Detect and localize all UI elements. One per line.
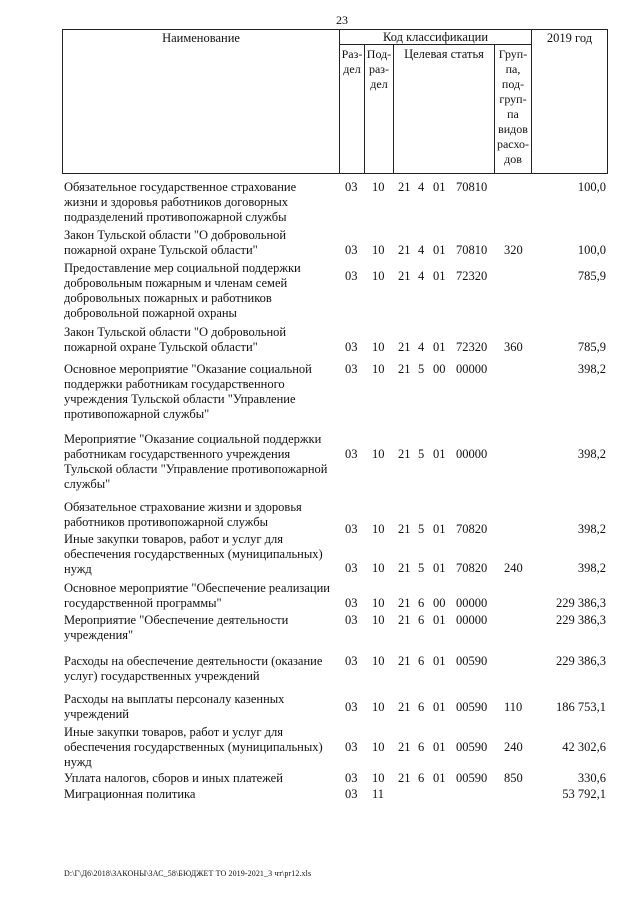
- cell-t3: 01: [433, 269, 446, 283]
- cell-podrazdel: 10: [372, 269, 385, 283]
- cell-t2: 6: [418, 740, 425, 754]
- cell-t3: 01: [433, 447, 446, 461]
- cell-razdel: 03: [345, 654, 358, 668]
- cell-t4: 00000: [456, 596, 488, 610]
- cell-t4: 70810: [456, 243, 488, 257]
- row-name-line: обеспечения государственных (муниципальных): [64, 740, 323, 754]
- cell-t4: 72320: [456, 269, 488, 283]
- row-name-line: добровольных пожарных и работников: [64, 291, 272, 305]
- cell-t1: 21: [398, 613, 411, 627]
- cell-podrazdel: 10: [372, 700, 385, 714]
- cell-t1: 21: [398, 340, 411, 354]
- row-name-line: Основное мероприятие "Оказание социальной: [64, 362, 312, 376]
- cell-podrazdel: 11: [372, 787, 385, 801]
- cell-t2: 5: [418, 447, 425, 461]
- cell-podrazdel: 10: [372, 522, 385, 536]
- row-name-line: добровольной пожарной охраны: [64, 306, 237, 320]
- header-year: 2019 год: [546, 31, 593, 45]
- row-name-line: Тульской области "Управление противопожарной: [64, 462, 328, 476]
- cell-t1: 21: [398, 269, 411, 283]
- cell-t4: 00000: [456, 613, 488, 627]
- cell-t4: 00590: [456, 771, 488, 785]
- row-name-line: нужд: [64, 562, 92, 576]
- row-name-line: Иные закупки товаров, работ и услуг для: [64, 532, 284, 546]
- cell-t2: 6: [418, 654, 425, 668]
- cell-t4: 00000: [456, 362, 488, 376]
- cell-amount: 330,6: [577, 771, 606, 785]
- row-name-line: Мероприятие "Обеспечение деятельности: [64, 613, 289, 627]
- row-name-line: обеспечения государственных (муниципальных): [64, 547, 323, 561]
- cell-t3: 01: [433, 700, 446, 714]
- cell-t2: 6: [418, 700, 425, 714]
- cell-t4: 00000: [456, 447, 488, 461]
- cell-podrazdel: 10: [372, 740, 385, 754]
- cell-podrazdel: 10: [372, 447, 385, 461]
- row-name-line: пожарной охране Тульской области": [64, 243, 258, 257]
- row-name-line: Предоставление мер социальной поддержки: [64, 261, 301, 275]
- cell-t1: 21: [398, 522, 411, 536]
- file-path-footer: D:\Г\Д6\2018\ЗАКОНЫ\ЗАС_58\БЮДЖЕТ ТО 2019-2021_3 чт\pr12.xls: [64, 869, 312, 878]
- row-name-line: Обязательное страхование жизни и здоровья: [64, 500, 302, 514]
- cell-t1: 21: [398, 654, 411, 668]
- row-name-line: поддержки работникам государственного: [64, 377, 285, 391]
- cell-razdel: 03: [345, 787, 358, 801]
- row-name-line: работников противопожарной службы: [64, 515, 268, 529]
- row-name-line: услуг) государственных учреждений: [64, 669, 260, 683]
- cell-razdel: 03: [345, 243, 358, 257]
- row-name: [64, 500, 336, 530]
- cell-razdel: 03: [345, 269, 358, 283]
- cell-t1: 21: [398, 700, 411, 714]
- cell-t2: 4: [418, 340, 425, 354]
- row-name: [64, 771, 336, 786]
- cell-razdel: 03: [345, 561, 358, 575]
- cell-t2: 6: [418, 771, 425, 785]
- cell-t2: 4: [418, 180, 425, 194]
- row-name: [64, 180, 336, 225]
- cell-t4: 70810: [456, 180, 488, 194]
- cell-group: 240: [504, 561, 523, 575]
- cell-razdel: 03: [345, 700, 358, 714]
- cell-t3: 00: [433, 362, 446, 376]
- row-name-line: Расходы на выплаты персоналу казенных: [64, 692, 285, 706]
- row-name: [64, 581, 336, 611]
- cell-amount: 53 792,1: [562, 787, 606, 801]
- row-name-line: Мероприятие "Оказание социальной поддержки: [64, 432, 322, 446]
- cell-amount: 42 302,6: [562, 740, 606, 754]
- cell-t1: 21: [398, 362, 411, 376]
- cell-t3: 01: [433, 340, 446, 354]
- cell-group: 240: [504, 740, 523, 754]
- cell-group: 360: [504, 340, 523, 354]
- cell-podrazdel: 10: [372, 561, 385, 575]
- cell-t3: 01: [433, 522, 446, 536]
- cell-podrazdel: 10: [372, 771, 385, 785]
- cell-t4: 72320: [456, 340, 488, 354]
- cell-amount: 100,0: [577, 243, 606, 257]
- cell-t1: 21: [398, 243, 411, 257]
- cell-t1: 21: [398, 561, 411, 575]
- cell-amount: 785,9: [577, 269, 606, 283]
- cell-podrazdel: 10: [372, 340, 385, 354]
- row-name-line: государственной программы": [64, 596, 222, 610]
- row-name: [64, 261, 336, 321]
- cell-amount: 229 386,3: [556, 654, 606, 668]
- row-name-line: работникам государственного учреждения: [64, 447, 291, 461]
- cell-t4: 00590: [456, 654, 488, 668]
- cell-t3: 01: [433, 180, 446, 194]
- cell-razdel: 03: [345, 180, 358, 194]
- cell-podrazdel: 10: [372, 596, 385, 610]
- cell-podrazdel: 10: [372, 613, 385, 627]
- row-name: [64, 787, 336, 802]
- cell-razdel: 03: [345, 596, 358, 610]
- row-name: [64, 362, 336, 422]
- row-name: [64, 692, 336, 722]
- cell-razdel: 03: [345, 613, 358, 627]
- header-classification: Код классификации: [382, 30, 489, 44]
- cell-t2: 6: [418, 596, 425, 610]
- cell-amount: 229 386,3: [556, 613, 606, 627]
- row-name: [64, 725, 336, 770]
- cell-t2: 5: [418, 561, 425, 575]
- row-name-line: Основное мероприятие "Обеспечение реализации: [64, 581, 330, 595]
- page-number: 23: [336, 13, 348, 27]
- cell-razdel: 03: [345, 522, 358, 536]
- cell-podrazdel: 10: [372, 180, 385, 194]
- cell-t3: 01: [433, 654, 446, 668]
- row-name-line: Обязательное государственное страхование: [64, 180, 297, 194]
- row-name-line: Уплата налогов, сборов и иных платежей: [64, 771, 283, 785]
- row-name-line: учреждения Тульской области "Управление: [64, 392, 296, 406]
- row-name-line: Расходы на обеспечение деятельности (оказание: [64, 654, 323, 668]
- cell-t3: 01: [433, 561, 446, 575]
- cell-podrazdel: 10: [372, 243, 385, 257]
- cell-amount: 229 386,3: [556, 596, 606, 610]
- row-name: [64, 432, 336, 492]
- cell-amount: 398,2: [577, 447, 606, 461]
- row-name-line: Закон Тульской области "О добровольной: [64, 325, 287, 339]
- cell-razdel: 03: [345, 740, 358, 754]
- row-name: [64, 613, 336, 643]
- cell-t4: 70820: [456, 561, 488, 575]
- row-name-line: пожарной охране Тульской области": [64, 340, 258, 354]
- row-name-line: учреждения": [64, 628, 134, 642]
- cell-t2: 5: [418, 362, 425, 376]
- row-name-line: Иные закупки товаров, работ и услуг для: [64, 725, 284, 739]
- cell-t4: 70820: [456, 522, 488, 536]
- cell-t1: 21: [398, 740, 411, 754]
- row-name-line: нужд: [64, 755, 92, 769]
- header-name: Наименование: [162, 31, 240, 45]
- cell-t2: 6: [418, 613, 425, 627]
- cell-t1: 21: [398, 771, 411, 785]
- cell-t1: 21: [398, 447, 411, 461]
- row-name: [64, 325, 336, 355]
- cell-t2: 4: [418, 269, 425, 283]
- row-name-line: жизни и здоровья работников договорных: [64, 195, 289, 209]
- row-name-line: подразделений противопожарной службы: [64, 210, 287, 224]
- cell-t2: 4: [418, 243, 425, 257]
- cell-t3: 01: [433, 613, 446, 627]
- row-name: [64, 532, 336, 577]
- cell-t3: 00: [433, 596, 446, 610]
- cell-podrazdel: 10: [372, 362, 385, 376]
- cell-amount: 186 753,1: [556, 700, 606, 714]
- row-name-line: Закон Тульской области "О добровольной: [64, 228, 287, 242]
- cell-t2: 5: [418, 522, 425, 536]
- cell-razdel: 03: [345, 447, 358, 461]
- cell-group: 850: [504, 771, 523, 785]
- cell-amount: 785,9: [577, 340, 606, 354]
- header-group: Груп- па, под- груп- па видов расхо- дов: [496, 47, 530, 166]
- cell-amount: 100,0: [577, 180, 606, 194]
- cell-t3: 01: [433, 771, 446, 785]
- cell-t3: 01: [433, 740, 446, 754]
- row-name-line: учреждений: [64, 707, 129, 721]
- header-target: Целевая статья: [404, 47, 484, 61]
- row-name-line: Миграционная политика: [64, 787, 196, 801]
- row-name-line: противопожарной службы": [64, 407, 210, 421]
- cell-t4: 00590: [456, 700, 488, 714]
- header-podrazdel: Под- раз- дел: [366, 47, 392, 91]
- cell-group: 320: [504, 243, 523, 257]
- cell-amount: 398,2: [577, 522, 606, 536]
- cell-podrazdel: 10: [372, 654, 385, 668]
- row-name-line: добровольным пожарным и членам семей: [64, 276, 288, 290]
- cell-t1: 21: [398, 596, 411, 610]
- row-name-line: службы": [64, 477, 111, 491]
- cell-t3: 01: [433, 243, 446, 257]
- row-name: [64, 228, 336, 258]
- cell-razdel: 03: [345, 362, 358, 376]
- row-name: [64, 654, 336, 684]
- cell-amount: 398,2: [577, 362, 606, 376]
- header-razdel: Раз- дел: [341, 47, 363, 76]
- cell-razdel: 03: [345, 771, 358, 785]
- cell-amount: 398,2: [577, 561, 606, 575]
- cell-t1: 21: [398, 180, 411, 194]
- cell-group: 110: [504, 700, 523, 714]
- cell-t4: 00590: [456, 740, 488, 754]
- cell-razdel: 03: [345, 340, 358, 354]
